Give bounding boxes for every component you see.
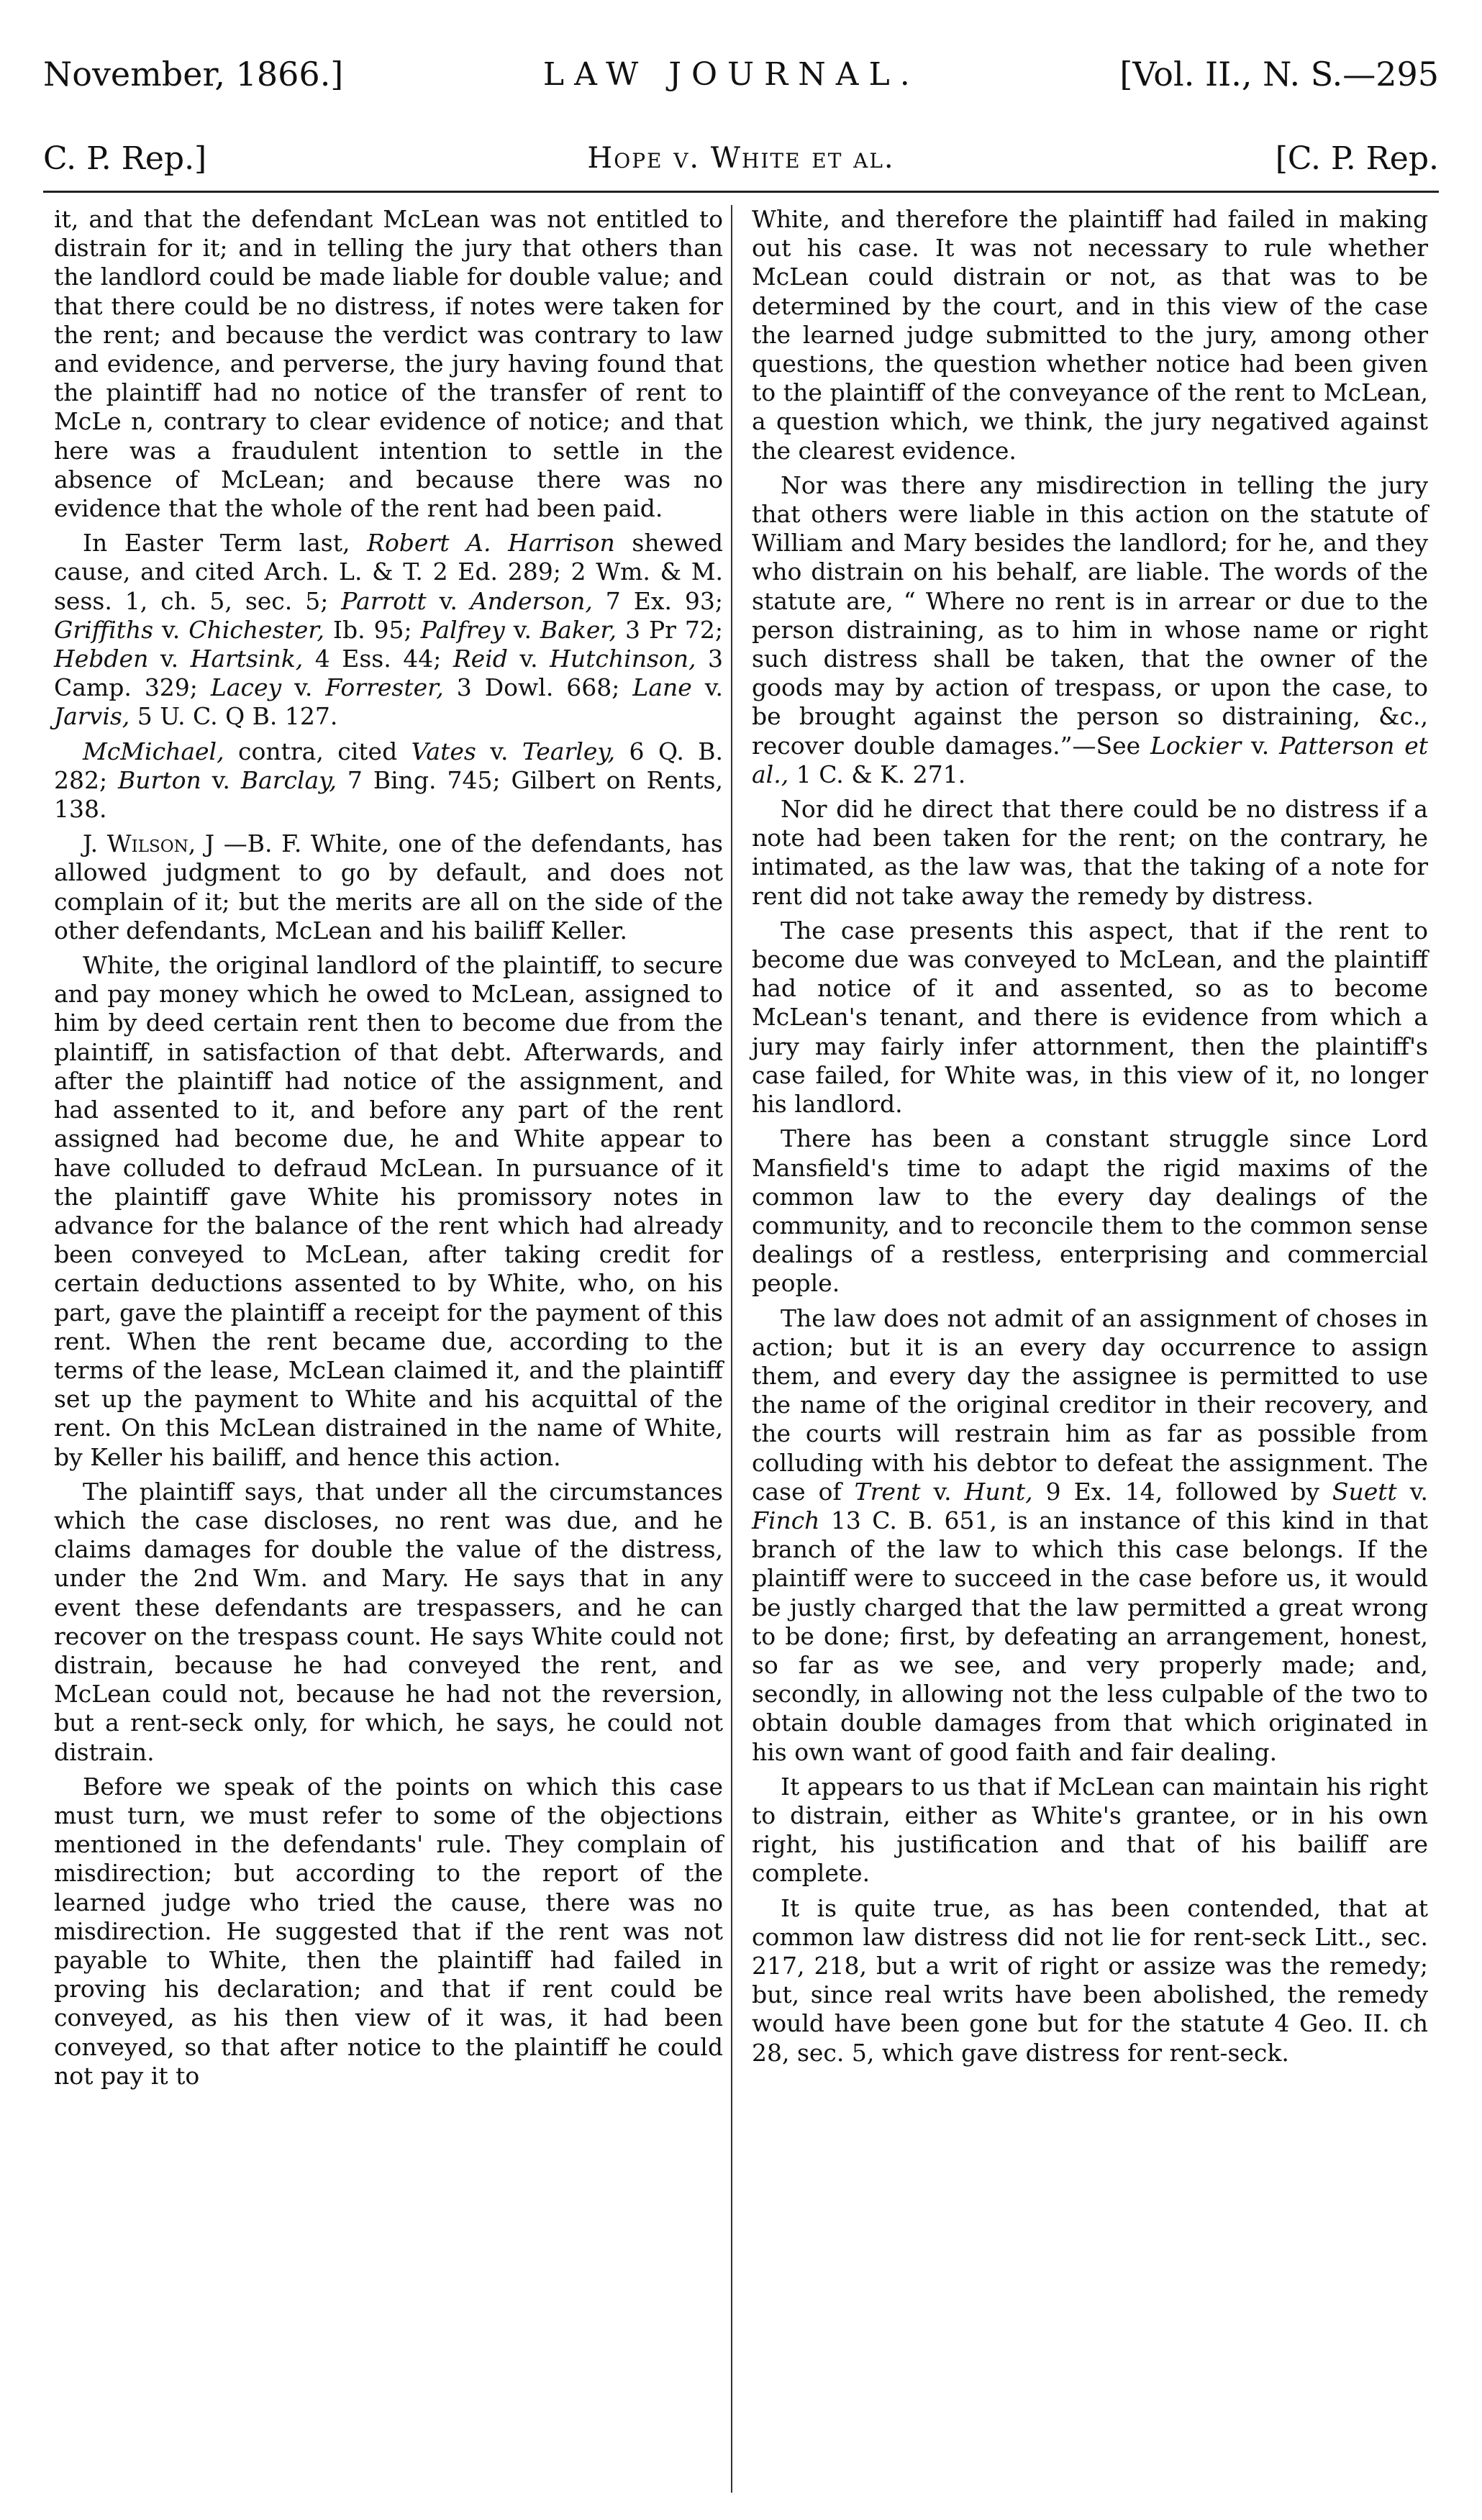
case-citation: Lacey [210,673,282,702]
case-citation: Griffiths [54,615,154,644]
header-date: November, 1866.] [43,55,344,94]
paragraph: It appears to us that if McLean can maintain his right to distrain, either as White's grantee, or in his own right, his justification and that of his bailiff are complete. [752,1772,1428,1888]
paragraph: McMichael, contra, cited Vates v. Tearley, 6 Q. B. 282; Burton v. Barclay, 7 Bing. 745; Gilbert on Rents, 138. [54,737,723,824]
paragraph: it, and that the defendant McLean was not entitled to distrain for it; and in telling the jury that others than the landlord could be made liable for double value; and that there could be no distress, if notes were taken for the rent; and because the verdict was contrary to law and evidence, and perverse, the jury having found that the plaintiff had no notice of the transfer of rent to McLe n, contrary to clear evidence of notice; and that here was a fraudulent intention to settle in the absence of McLean; and because there was no evidence that the whole of the rent had been paid. [54,205,723,523]
paragraph: White, and therefore the plaintiff had failed in making out his case. It was not necessary to rule whether McLean could distrain or not, as that was to be determined by the court, and in this view of the case the learned judge submitted to the jury, among other questions, the question whether notice had been given to the plaintiff of the conveyance of the rent to McLean, a question which, we think, the jury negatived against the clearest evidence. [752,205,1428,465]
case-citation: Suett [1332,1477,1397,1506]
column-divider [731,205,732,2493]
paragraph: Nor did he direct that there could be no distress if a note had been taken for the rent; on the contrary, he intimated, as the law was, that the taking of a note for rent did not take away the remedy by distress. [752,795,1428,910]
counsel-name: McMichael, [83,737,224,765]
case-title: Hope v. White et al. [587,142,895,175]
left-column [54,205,723,2096]
paragraph: The plaintiff says, that under all the circumstances which the case discloses, no rent was due, and he claims damages for double the value of the distress, under the 2nd Wm. and Mary. He says that in any event these defendants are trespassers, and he can recover on the trespass count. He says White could not distrain, because he had conveyed the rent, and McLean could not, because he had not the reversion, but a rent-seck only, for which, he says, he could not distrain. [54,1477,723,1766]
paragraph: It is quite true, as has been contended, that at common law distress did not lie for rent-seck Litt., sec. 217, 218, but a writ of right or assize was the remedy; but, since real writs have been abolished, the remedy would have been gone but for the statute 4 Geo. II. ch 28, sec. 5, which gave distress for rent-seck. [752,1893,1428,2067]
case-citation: Reid [453,645,508,673]
case-header [43,126,1439,193]
paragraph: In Easter Term last, Robert A. Harrison shewed cause, and cited Arch. L. & T. 2 Ed. 289; 2 Wm. & M. sess. 1, ch. 5, sec. 5; Parrott v. Anderson, 7 Ex. 93; Griffiths v. Chichester, Ib. 95; Palfrey v. Baker, 3 Pr 72; Hebden v. Hartsink, 4 Ess. 44; Reid v. Hutchinson, 3 Camp. 329; Lacey v. Forrester, 3 Dowl. 668; Lane v. Jarvis, 5 U. C. Q B. 127. [54,529,724,731]
case-citation: Lockier [1150,731,1242,760]
case-citation: Lane [632,673,692,702]
right-column [752,205,1428,2073]
running-header [43,42,1439,106]
case-citation: Trent [854,1477,921,1506]
paragraph: Nor was there any misdirection in telling the jury that others were liable in this action on the statute of William and Mary besides the landlord; for he, and they who distrain on his behalf, are liable. The words of the statute are, “ Where no rent is in arrear or due to the person distraining, as to him in whose name or right such distress shall be taken, that the owner of the goods may by action of trespass, or upon the case, to be brought against the person so distraining, &c., recover double damages.”—See Lockier v. Patterson et al., 1 C. & K. 271. [752,470,1429,788]
paragraph: White, the original landlord of the plaintiff, to secure and pay money which he owed to McLean, assigned to him by deed certain rent then to become due from the plaintiff, in satisfaction of that debt. Afterwards, and after the plaintiff had notice of the assignment, and had assented to it, and before any part of the rent assigned had become due, he and White appear to have colluded to defraud McLean. In pursuance of it the plaintiff gave White his promissory notes in advance for the balance of the rent which had already been conveyed to McLean, after taking credit for certain deductions assented to by White, who, on his part, gave the plaintiff a receipt for the payment of this rent. When the rent became due, according to the terms of the lease, McLean claimed it, and the plaintiff set up the payment to White and his acquittal of the rent. On this McLean distrained in the name of White, by Keller his bailiff, and hence this action. [54,951,723,1471]
paragraph: There has been a constant struggle since Lord Mansfield's time to adapt the rigid maxims of the common law to the every day dealings of the community, and to reconcile them to the common sense dealings of a restless, enterprising and commercial people. [752,1124,1428,1298]
paragraph: The law does not admit of an assignment of choses in action; but it is an every day occurrence to assign them, and every day the assignee is permitted to use the name of the original creditor in their recovery, and the courts will restrain him as far as possible from colluding with his debtor to defeat the assignment. The case of Trent v. Hunt, 9 Ex. 14, followed by Suett v. Finch 13 C. B. 651, is an instance of this kind in that branch of the law to which this case belongs. If the plaintiff were to succeed in the case before us, it would be justly charged that the law permitted a great wrong to be done; first, by defeating an arrangement, honest, so far as we see, and very properly made; and, secondly, in allowing not the less culpable of the two to obtain double damages from that which originated in his own want of good faith and fair dealing. [752,1304,1428,1766]
paragraph: J. Wilson, J —B. F. White, one of the defendants, has allowed judgment to go by default, and does not complain of it; but the merits are all on the side of the other defendants, McLean and his bailiff Keller. [54,829,723,945]
counsel-name: Robert A. Harrison [367,529,615,558]
case-citation: Parrott [341,586,427,615]
judge-name: J. Wilson, J [83,829,215,858]
case-citation: Vates [411,737,476,765]
header-volume-page: [Vol. II., N. S.—295 [1119,55,1439,94]
paragraph: The case presents this aspect, that if the rent to become due was conveyed to McLean, and the plaintiff had notice of it and assented, so as to become McLean's tenant, and there is evidence from which a jury may fairly infer attornment, then the plaintiff's case failed, for White was, in this view of it, no longer his landlord. [752,916,1428,1119]
journal-title: LAW JOURNAL. [542,55,920,93]
reporter-right: [C. P. Rep. [1275,140,1439,177]
case-citation: Burton [118,765,201,794]
paragraph: Before we speak of the points on which this case must turn, we must refer to some of the objections mentioned in the defendants' rule. They complain of misdirection; but according to the report of the learned judge who tried the cause, there was no misdirection. He suggested that if the rent was not payable to White, then the plaintiff had failed in proving his declaration; and that if rent could be conveyed, as his then view of it was, it had been conveyed, so that after notice to the plaintiff he could not pay it to [54,1772,723,2090]
case-citation: Palfrey [420,615,505,644]
case-citation: Hebden [54,645,149,673]
reporter-left: C. P. Rep.] [43,140,207,177]
